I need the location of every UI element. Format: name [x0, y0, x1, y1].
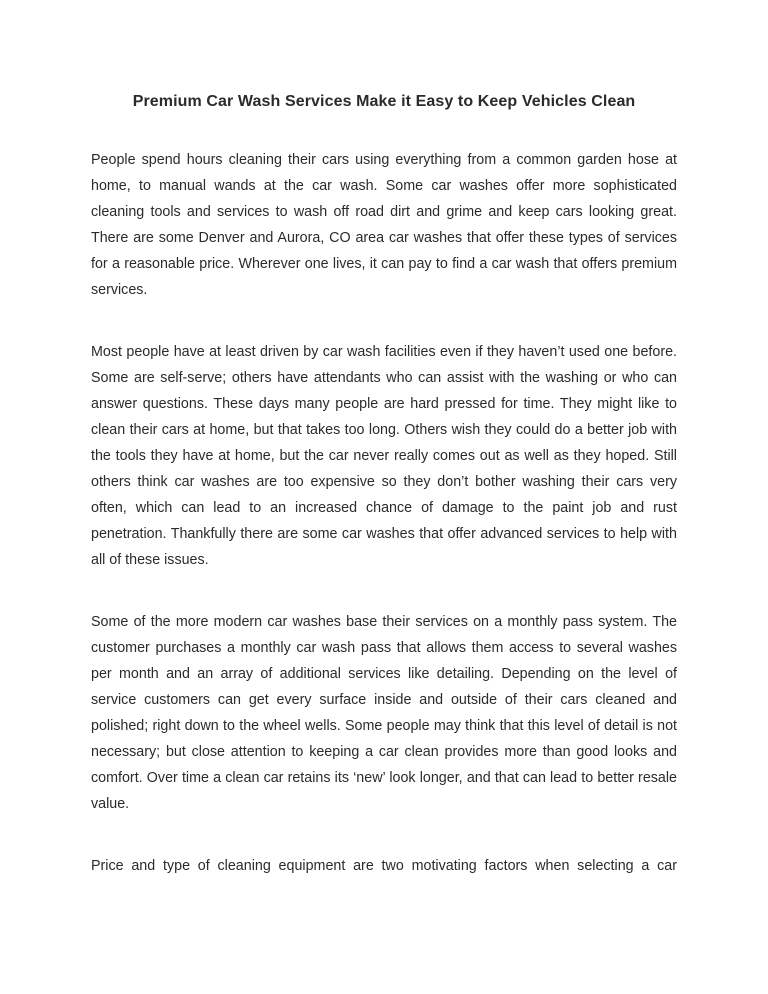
paragraph-2: Most people have at least driven by car wash facilities even if they haven’t used one before. Some are self-serve; others have attendants who can assist with the washing or who can answer questions. These days many people are hard pressed for time. They might like to clean their cars at home, but that takes too long. Others wish they could do a better job with the tools they have at home, but the car never really comes out as well as they hoped. Still others think car washes are too expensive so they don’t bother washing their cars very often, which can lead to an increased chance of damage to the paint job and rust penetration. Thankfully there are some car washes that offer advanced services to help with all of these issues. — [91, 344, 677, 568]
paragraph-1: People spend hours cleaning their cars using everything from a common garden hose at home, to manual wands at the car wash. Some car washes offer more sophisticated cleaning tools and services to wash off road dirt and grime and keep cars looking great. There are some Denver and Aurora, CO area car washes that offer these types of services for a reasonable price. Wherever one lives, it can pay to find a car wash that offers premium services. — [91, 152, 677, 298]
document-title: Premium Car Wash Services Make it Easy to Keep Vehicles Clean — [132, 93, 636, 110]
paragraph-3: Some of the more modern car washes base their services on a monthly pass system. The customer purchases a monthly car wash pass that allows them access to several washes per month and an array of additional services like detailing. Depending on the level of service customers can get every surface inside and outside of their cars cleaned and polished; right down to the wheel wells. Some people may think that this level of detail is not necessary; but close attention to keeping a car clean provides more than good looks and comfort. Over time a clean car retains its ‘new’ look longer, and that can lead to better resale value. — [91, 614, 677, 812]
paragraph-4: Price and type of cleaning equipment are two motivating factors when selecting a car — [91, 858, 677, 874]
